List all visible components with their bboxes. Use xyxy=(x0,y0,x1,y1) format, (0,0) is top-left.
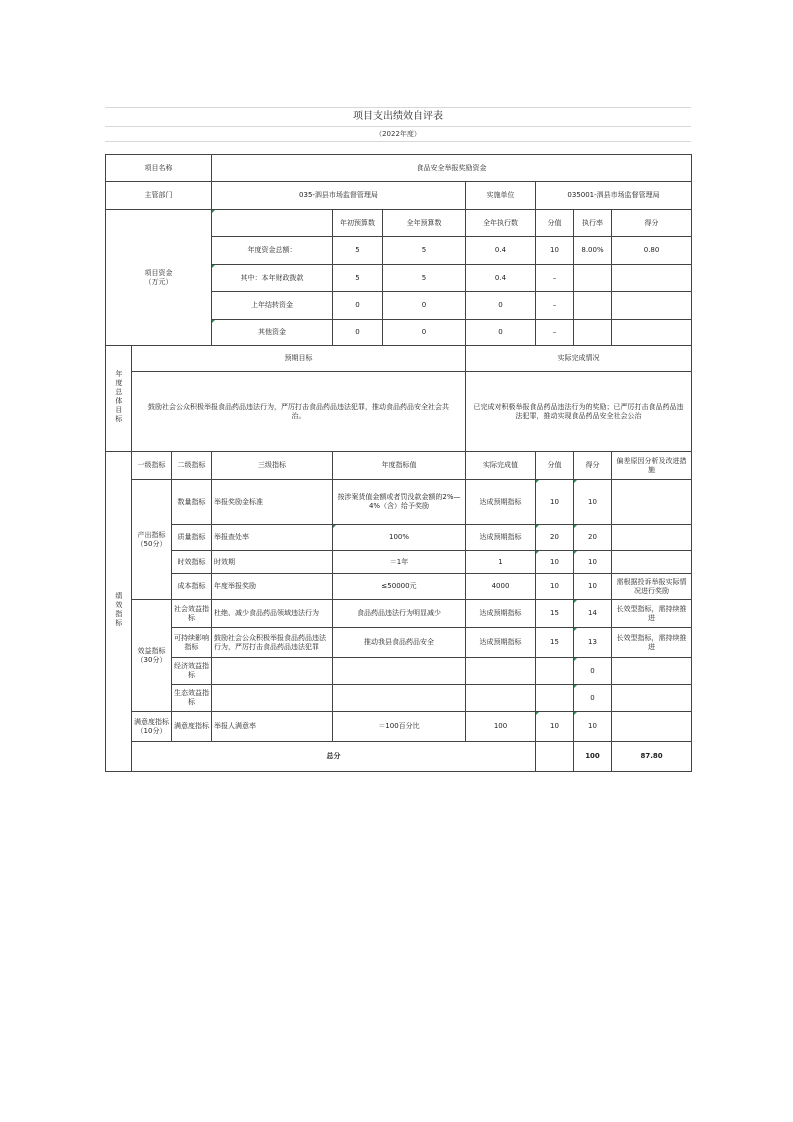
perf-row xyxy=(106,525,692,551)
perf-target: ≤50000元 xyxy=(333,574,466,600)
perf-target: ＝1年 xyxy=(333,551,466,574)
perf-l3: 举报人满意率 xyxy=(212,712,333,742)
perf-actual xyxy=(466,658,536,685)
perf-score: 10 xyxy=(574,551,612,574)
funds-header-executed: 全年执行数 xyxy=(466,210,536,237)
perf-l3: 举报奖励金标准 xyxy=(212,480,333,525)
funds-score: 0.80 xyxy=(612,237,692,265)
perf-actual: 100 xyxy=(466,712,536,742)
perf-note xyxy=(612,712,692,742)
project-row xyxy=(106,155,692,182)
perf-score: 10 xyxy=(574,574,612,600)
perf-target xyxy=(333,685,466,712)
goals-actual-header: 实际完成情况 xyxy=(466,346,692,372)
perf-value: 15 xyxy=(536,628,574,658)
perf-header-note: 偏差原因分析及改进措施 xyxy=(612,452,692,480)
perf-l2: 可持续影响指标 xyxy=(172,628,212,658)
perf-header-l3: 三级指标 xyxy=(212,452,333,480)
perf-target xyxy=(333,658,466,685)
funds-name: 其他资金 xyxy=(212,320,333,346)
perf-note xyxy=(612,480,692,525)
perf-header-score: 得分 xyxy=(574,452,612,480)
funds-score xyxy=(612,265,692,292)
perf-l3: 杜绝、减少食品药品领域违法行为 xyxy=(212,600,333,628)
perf-header-actual: 实际完成值 xyxy=(466,452,536,480)
evaluation-table xyxy=(105,154,692,772)
dept-label: 主管部门 xyxy=(106,182,212,210)
funds-name: 其中：本年财政拨款 xyxy=(212,265,333,292)
perf-score: 0 xyxy=(574,658,612,685)
perf-actual: 达成预期指标 xyxy=(466,480,536,525)
perf-value: 15 xyxy=(536,600,574,628)
perf-value xyxy=(536,685,574,712)
funds-executed: 0.4 xyxy=(466,265,536,292)
perf-score: 0 xyxy=(574,685,612,712)
perf-l2: 生态效益指标 xyxy=(172,685,212,712)
perf-actual: 1 xyxy=(466,551,536,574)
funds-annual: 5 xyxy=(383,265,466,292)
perf-target: 按涉案货值金额或者罚没款金额的2%—4%（含）给予奖励 xyxy=(333,480,466,525)
funds-score xyxy=(612,292,692,320)
total-row xyxy=(106,742,692,772)
funds-annual: 5 xyxy=(383,237,466,265)
perf-l3 xyxy=(212,658,333,685)
perf-output-label: 产出指标（50分） xyxy=(132,480,172,600)
goals-expected-header: 预期目标 xyxy=(132,346,466,372)
perf-l3 xyxy=(212,685,333,712)
funds-executed: 0 xyxy=(466,320,536,346)
perf-header-value: 分值 xyxy=(536,452,574,480)
perf-value: 10 xyxy=(536,551,574,574)
perf-actual: 达成预期指标 xyxy=(466,525,536,551)
funds-initial: 0 xyxy=(333,320,383,346)
perf-header-l1: 一级指标 xyxy=(132,452,172,480)
perf-value: 20 xyxy=(536,525,574,551)
perf-target: 食品药品违法行为明显减少 xyxy=(333,600,466,628)
perf-target: ＝100百分比 xyxy=(333,712,466,742)
perf-l2: 数量指标 xyxy=(172,480,212,525)
perf-score: 14 xyxy=(574,600,612,628)
perf-value: 10 xyxy=(536,480,574,525)
funds-header-score: 得分 xyxy=(612,210,692,237)
funds-score-value: – xyxy=(536,320,574,346)
funds-header-value: 分值 xyxy=(536,210,574,237)
funds-header-annual: 全年预算数 xyxy=(383,210,466,237)
perf-header-target: 年度指标值 xyxy=(333,452,466,480)
funds-score-value: – xyxy=(536,292,574,320)
perf-score: 10 xyxy=(574,712,612,742)
perf-score: 20 xyxy=(574,525,612,551)
funds-header-initial: 年初预算数 xyxy=(333,210,383,237)
perf-note xyxy=(612,658,692,685)
funds-name: 年度资金总额： xyxy=(212,237,333,265)
funds-header-rate: 执行率 xyxy=(574,210,612,237)
funds-name: 上年结转资金 xyxy=(212,292,333,320)
funds-score-value: 10 xyxy=(536,237,574,265)
perf-row xyxy=(106,574,692,600)
funds-initial: 0 xyxy=(333,292,383,320)
perf-l2: 时效指标 xyxy=(172,551,212,574)
funds-initial: 5 xyxy=(333,237,383,265)
perf-score: 10 xyxy=(574,480,612,525)
perf-satisfaction-label: 满意度指标（10分） xyxy=(132,712,172,742)
funds-rate xyxy=(574,292,612,320)
impl-label: 实施单位 xyxy=(466,182,536,210)
perf-note xyxy=(612,685,692,712)
goals-label: 年度总体目标 xyxy=(106,346,132,452)
perf-l3: 年度举报奖励 xyxy=(212,574,333,600)
impl-value: 035001-泗县市场监督管理局 xyxy=(536,182,692,210)
perf-effect-label: 效益指标（30分） xyxy=(132,600,172,712)
perf-l2: 经济效益指标 xyxy=(172,658,212,685)
perf-l2: 质量指标 xyxy=(172,525,212,551)
funds-header-blank xyxy=(212,210,333,237)
perf-row xyxy=(106,658,692,685)
funds-header-row xyxy=(106,210,692,237)
evaluation-sheet xyxy=(105,107,691,772)
funds-initial: 5 xyxy=(333,265,383,292)
perf-l3: 鼓励社会公众积极举报食品药品违法行为，严厉打击食品药品违法犯罪 xyxy=(212,628,333,658)
perf-value: 10 xyxy=(536,574,574,600)
perf-row xyxy=(106,685,692,712)
perf-l3: 时效期 xyxy=(212,551,333,574)
funds-rate: 8.00% xyxy=(574,237,612,265)
perf-actual: 达成预期指标 xyxy=(466,600,536,628)
perf-score: 13 xyxy=(574,628,612,658)
sheet-title: 项目支出绩效自评表 xyxy=(105,107,691,127)
funds-score-value: – xyxy=(536,265,574,292)
perf-note xyxy=(612,551,692,574)
funds-annual: 0 xyxy=(383,320,466,346)
sheet-year: （2022年度） xyxy=(105,127,691,142)
perf-row xyxy=(106,600,692,628)
dept-value: 035-泗县市场监督管理局 xyxy=(212,182,466,210)
perf-target: 推动我县食品药品安全 xyxy=(333,628,466,658)
funds-label: 项目资金（万元） xyxy=(106,210,212,346)
funds-score xyxy=(612,320,692,346)
perf-note: 长效型指标，需持续推进 xyxy=(612,600,692,628)
perf-actual: 达成预期指标 xyxy=(466,628,536,658)
perf-header-row xyxy=(106,452,692,480)
dept-row xyxy=(106,182,692,210)
perf-l2: 社会效益指标 xyxy=(172,600,212,628)
total-label: 总分 xyxy=(132,742,536,772)
total-value: 100 xyxy=(574,742,612,772)
perf-row xyxy=(106,712,692,742)
perf-label: 绩效指标 xyxy=(106,452,132,772)
project-label: 项目名称 xyxy=(106,155,212,182)
goals-expected-text: 鼓励社会公众积极举报食品药品违法行为，严厉打击食品药品违法犯罪，推动食品药品安全社会共治。 xyxy=(132,372,466,452)
perf-value xyxy=(536,658,574,685)
perf-row xyxy=(106,628,692,658)
perf-row xyxy=(106,480,692,525)
perf-l3: 举报查处率 xyxy=(212,525,333,551)
spacer-row xyxy=(105,142,691,154)
perf-target: 100% xyxy=(333,525,466,551)
funds-rate xyxy=(574,265,612,292)
goals-header-row xyxy=(106,346,692,372)
funds-executed: 0 xyxy=(466,292,536,320)
perf-value: 10 xyxy=(536,712,574,742)
funds-annual: 0 xyxy=(383,292,466,320)
goals-content-row xyxy=(106,372,692,452)
funds-executed: 0.4 xyxy=(466,237,536,265)
perf-note xyxy=(612,525,692,551)
perf-actual xyxy=(466,685,536,712)
perf-note: 长效型指标，需持续推进 xyxy=(612,628,692,658)
perf-l2: 满意度指标 xyxy=(172,712,212,742)
total-score: 87.80 xyxy=(612,742,692,772)
perf-row xyxy=(106,551,692,574)
funds-rate xyxy=(574,320,612,346)
perf-header-l2: 二级指标 xyxy=(172,452,212,480)
total-blank xyxy=(536,742,574,772)
perf-l2: 成本指标 xyxy=(172,574,212,600)
perf-actual: 4000 xyxy=(466,574,536,600)
perf-note: 需根据投诉举报实际情况进行奖励 xyxy=(612,574,692,600)
project-value: 食品安全举报奖励资金 xyxy=(212,155,692,182)
goals-actual-text: 已完成对积极举报食品药品违法行为的奖励；已严厉打击食品药品违法犯罪，推动实现食品药品安全社会公治 xyxy=(466,372,692,452)
